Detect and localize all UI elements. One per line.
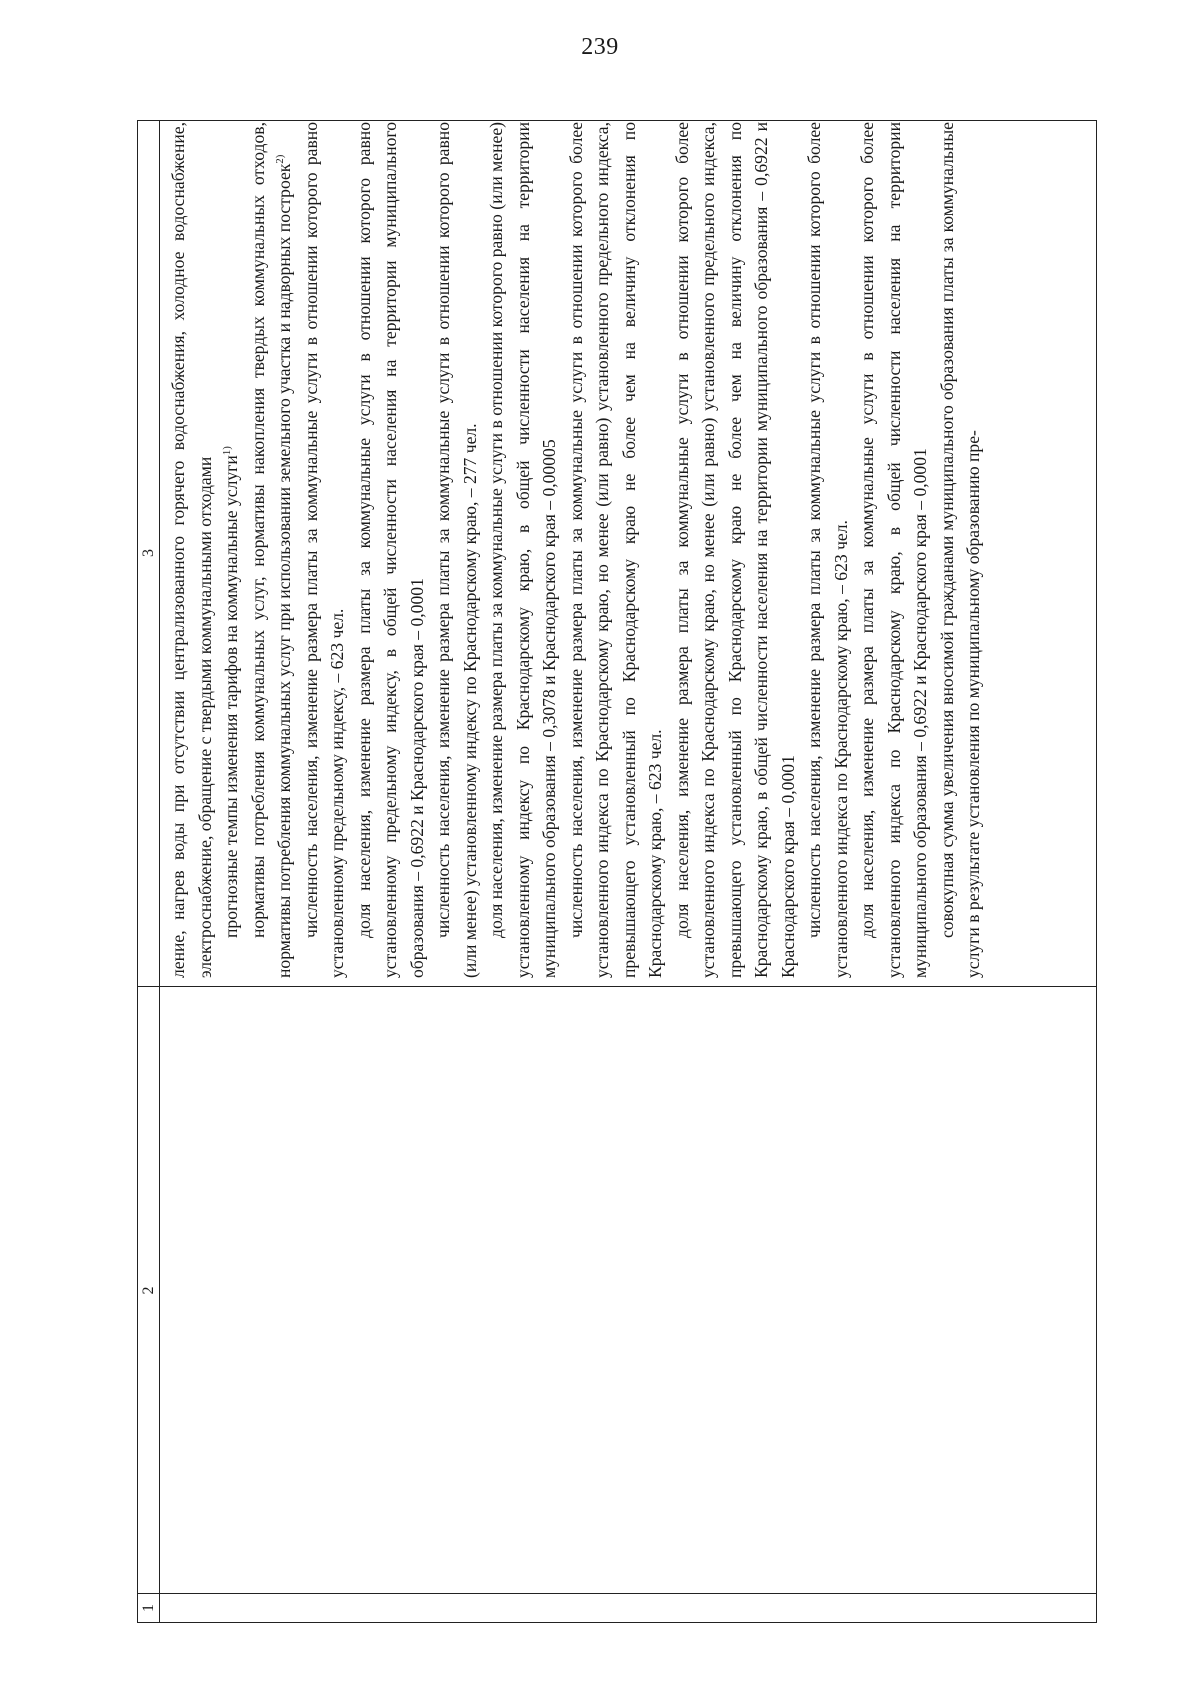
rotated-table-area [137,120,1097,1623]
paragraph-text: доля населения, изменение размера платы за коммунальные услуги в отношении которого равно установленному предельному индексу, в общей численности населения на территории муниципального образования – 0,6922 и Краснодарского края – 0,0001 [353,122,427,978]
table-paragraph [934,122,987,978]
column-header-2: 2 [140,1286,157,1295]
table-paragraph [563,122,669,978]
table-paragraph [245,122,298,978]
paragraph-text: численность населения, изменение размера платы за коммунальные услуги в отношении которого равно (или менее) установленному индексу по Краснодарскому краю, – 277 чел. [433,122,480,978]
column-3-content [165,122,987,978]
table-paragraph [854,122,934,978]
footnote-marker: 1) [221,446,234,456]
paragraph-text: доля населения, изменение размера платы за коммунальные услуги в отношении которого равно (или менее) установленному индексу по Краснодарскому краю, в общей численности населения на территории муниципального образования – 0,3078 и Краснодарского края – 0,00005 [486,122,559,978]
paragraph-text: ление, нагрев воды при отсутствии централизованного горячего водоснабжения, холодное водоснабжение, электроснабжение, обращение с твердыми коммунальными отходами [168,122,215,978]
table-paragraph [801,122,854,978]
table-paragraph [669,122,802,978]
paragraph-text: численность населения, изменение размера платы за коммунальные услуги в отношении которого более установленного индекса по Краснодарскому краю, но менее (или равно) установленного предельного индекса, превышающего установленный по Краснодарскому краю не более чем на величину отклонения по Краснодарскому краю, – 623 чел. [565,122,665,978]
table-paragraph [165,122,218,978]
column-divider-2 [138,986,1096,987]
column-header-1: 1 [140,1604,157,1612]
table-paragraph [351,122,431,978]
paragraph-text: прогнозные темпы изменения тарифов на коммунальные услуги [221,455,241,938]
data-table [137,120,1097,1623]
column-divider-1 [138,1593,1096,1594]
paragraph-text: доля населения, изменение размера платы за коммунальные услуги в отношении которого более установленного индекса по Краснодарскому краю, но менее (или равно) установленного предельного индекса, превышающего установленный по Краснодарскому краю не более чем на величину отклонения по Краснодарскому краю, в общей численности населения на территории муниципального образования – 0,6922 и Краснодарского края – 0,0001 [671,122,798,978]
page-number: 239 [581,34,619,60]
column-header-3: 3 [140,549,157,557]
table-paragraph [218,122,245,978]
paragraph-text: численность населения, изменение размера платы за коммунальные услуги в отношении которого равно установленному предельному индексу, – 623 чел. [300,122,347,978]
footnote-marker: 2) [274,154,287,164]
table-paragraph [298,122,351,978]
paragraph-text: нормативы потребления коммунальных услуг, нормативы накопления твердых коммунальных отходов, нормативы потребления коммунальных услуг при использовании земельного участка и надворных построек [247,122,294,978]
table-paragraph [430,122,483,978]
table-paragraph [483,122,563,978]
paragraph-text: доля населения, изменение размера платы за коммунальные услуги в отношении которого более установленного индекса по Краснодарскому краю, в общей численности населения на территории муниципального образования – 0,6922 и Краснодарского края – 0,0001 [857,122,930,978]
paragraph-text: численность населения, изменение размера платы за коммунальные услуги в отношении которого более установленного индекса по Краснодарскому краю, – 623 чел. [804,122,851,978]
table-header-row [138,121,160,1622]
paragraph-text: совокупная сумма увеличения вносимой гражданами муниципального образования платы за коммунальные услуги в результате установления по муниципальному образованию пре- [936,122,983,978]
rotated-table-wrapper [137,120,1097,1623]
